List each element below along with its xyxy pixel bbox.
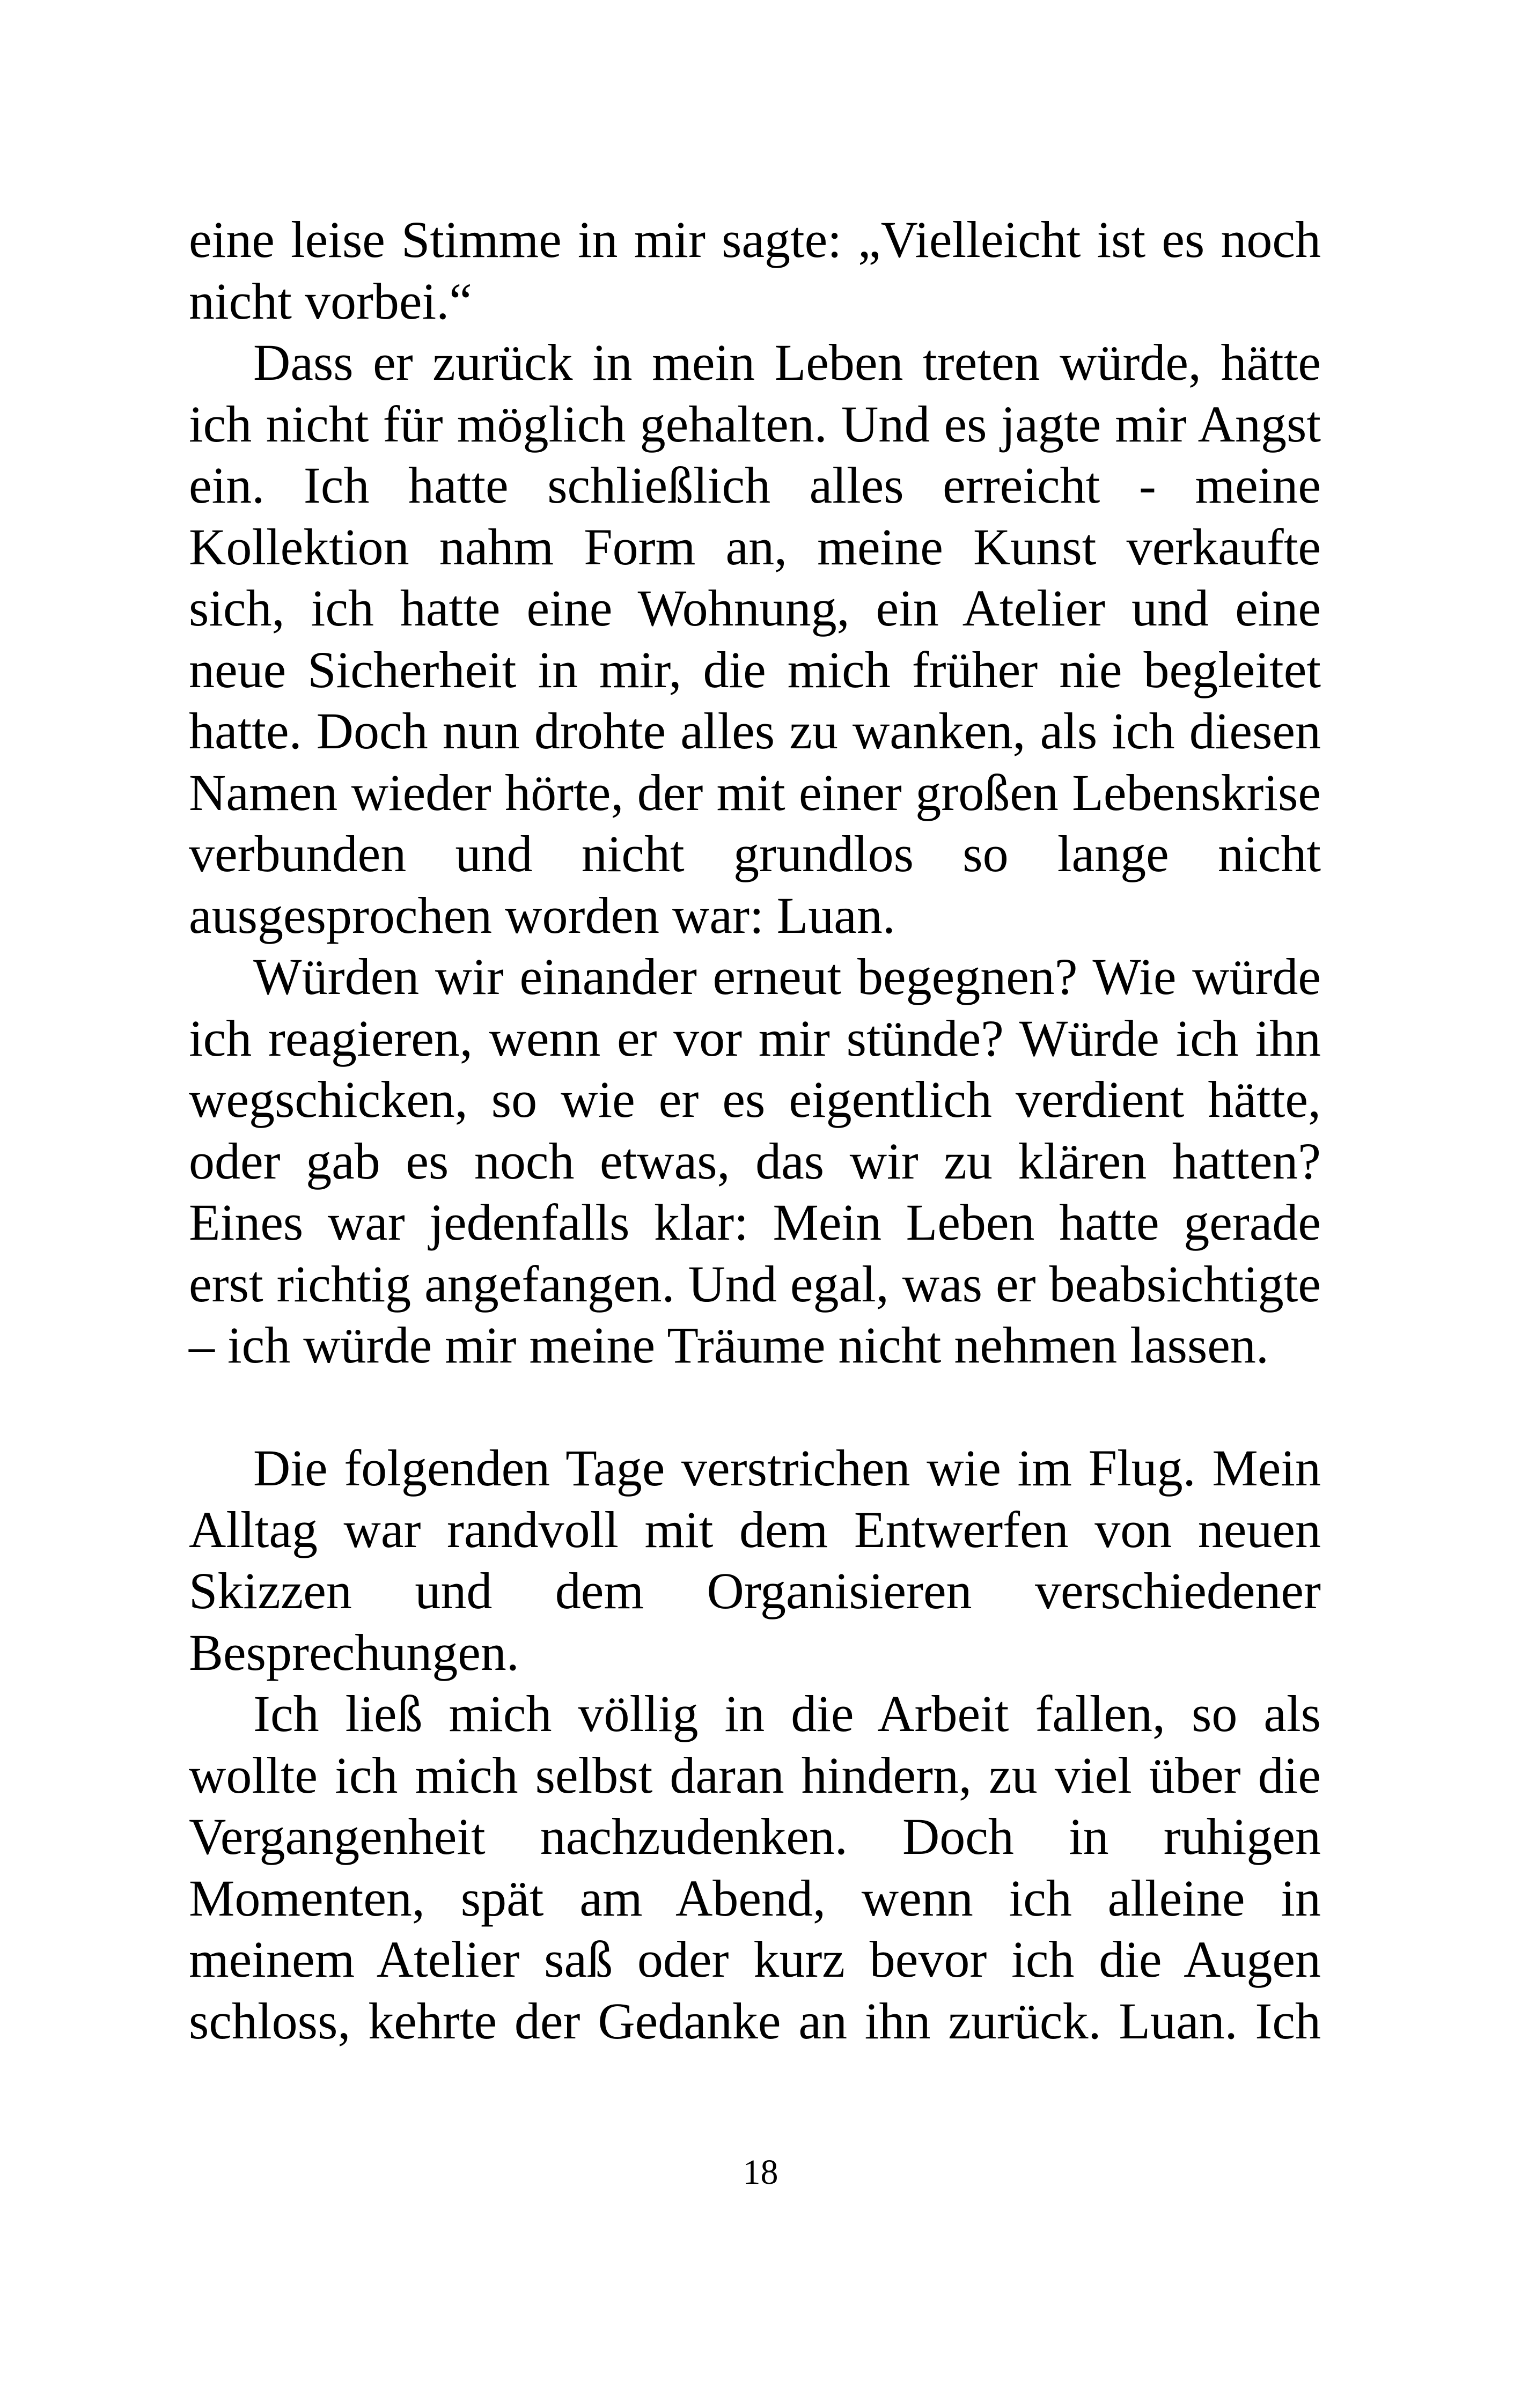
paragraph-3: Würden wir einander erneut begegnen? Wie würde ich reagieren, wenn er vor mir stünde? Würde ich ihn wegschicken, so wie er es eigentlich verdient hätte, oder gab es noch etwas, das wir zu klären hatten? Eines war jedenfalls klar: Mein Leben hatte gerade erst richtig angefangen. Und egal, was er beabsichtigte – ich würde mir meine Träume nicht nehmen lassen. [189,948,1321,1374]
page-number: 18 [743,2153,778,2192]
body-text [189,209,1321,2052]
paragraph-2: Dass er zurück in mein Leben treten würde, hätte ich nicht für möglich gehalten. Und es jagte mir Angst ein. Ich hatte schließlich alles erreicht - meine Kollektion nahm Form an, meine Kunst verkaufte sich, ich hatte eine Wohnung, ein Atelier und eine neue Sicherheit in mir, die mich früher nie begleitet hatte. Doch nun drohte alles zu wanken, als ich diesen Namen wieder hörte, der mit einer großen Lebenskrise verbunden und nicht grundlos so lange nicht ausgesprochen worden war: Luan. [189,334,1321,944]
paragraph-continuation: eine leise Stimme in mir sagte: „Vielleicht ist es noch nicht vorbei.“ [189,211,1321,330]
paragraph-5: Ich ließ mich völlig in die Arbeit fallen, so als wollte ich mich selbst daran hindern, zu viel über die Vergangenheit nachzudenken. Doch in ruhigen Momenten, spät am Abend, wenn ich alleine in meinem Atelier saß oder kurz bevor ich die Augen schloss, kehrte der Gedanke an ihn zurück. Luan. Ich [189,1685,1321,2050]
section-break [189,1376,1321,1438]
paragraph-4: Die folgenden Tage verstrichen wie im Flug. Mein Alltag war randvoll mit dem Entwerfen von neuen Skizzen und dem Organisieren verschiedener Besprechungen. [189,1439,1321,1681]
